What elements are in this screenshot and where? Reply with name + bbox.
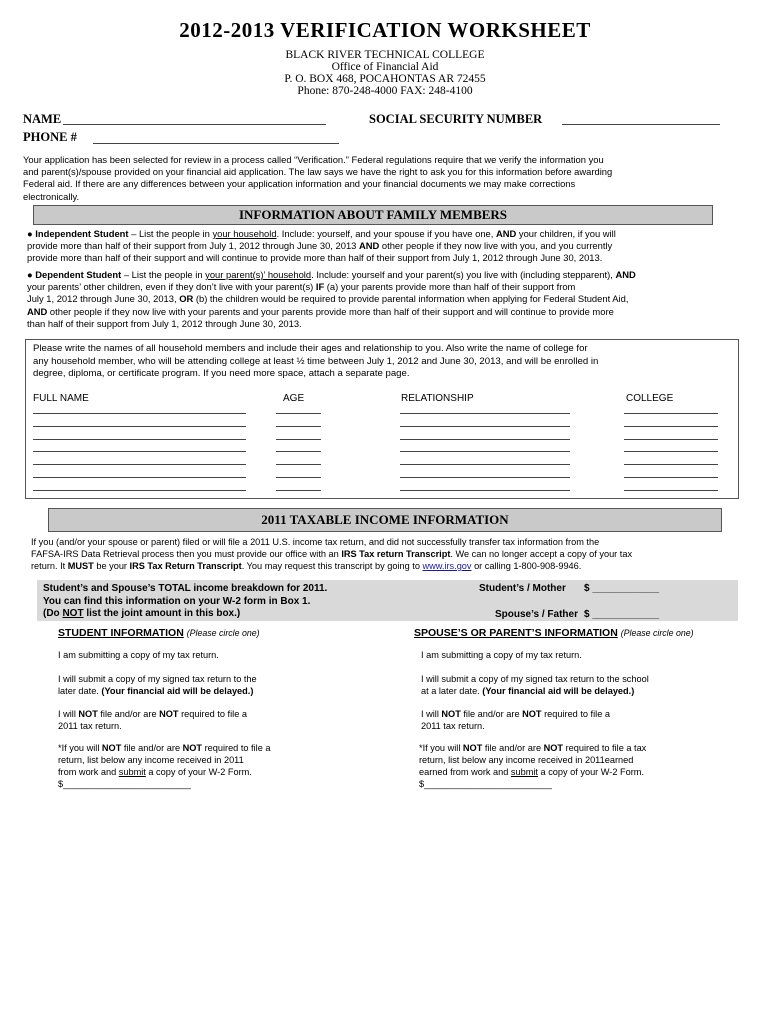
household-full-name-field[interactable] <box>33 412 246 414</box>
name-field[interactable] <box>63 123 326 125</box>
household-relationship-field[interactable] <box>400 425 570 427</box>
col-college: COLLEGE <box>626 393 674 404</box>
household-age-field[interactable] <box>276 476 321 478</box>
household-relationship-field[interactable] <box>400 450 570 452</box>
household-college-field[interactable] <box>624 438 718 440</box>
household-full-name-field[interactable] <box>33 450 246 452</box>
col-age: AGE <box>283 393 305 404</box>
student-option-4[interactable]: *If you will NOT file and/or are NOT required to file a return, list below any income received in 2011 from work and submit a copy of your W-2 Form. $_________________________ <box>58 743 271 789</box>
parent-income-amount[interactable]: $_________________________ <box>419 779 552 789</box>
household-age-field[interactable] <box>276 489 321 491</box>
tax-banner: 2011 TAXABLE INCOME INFORMATION <box>48 508 722 532</box>
college-name: BLACK RIVER TECHNICAL COLLEGE <box>285 49 485 61</box>
parent-info-heading: SPOUSE’S OR PARENT’S INFORMATION (Please circle one) <box>414 627 694 639</box>
student-info-heading: STUDENT INFORMATION (Please circle one) <box>58 627 260 639</box>
family-banner: INFORMATION ABOUT FAMILY MEMBERS <box>33 205 713 225</box>
household-age-field[interactable] <box>276 425 321 427</box>
household-college-field[interactable] <box>624 412 718 414</box>
student-income-amount[interactable]: $_________________________ <box>58 779 191 789</box>
tax-paragraph: If you (and/or your spouse or parent) filed or will file a 2011 U.S. income tax return, and did not successfully transfer tax information from the FAFSA-IRS Data Retrieval process then you must provide our office with an IRS Tax return Transcript. We can no longer accept a copy of your tax return. It MUST be your IRS Tax Return Transcript. You may request this transcript by going to www.irs.gov or calling 1-800-908-9946. <box>31 537 633 571</box>
household-full-name-field[interactable] <box>33 476 246 478</box>
student-option-3[interactable]: I will NOT file and/or are NOT required to file a 2011 tax return. <box>58 709 247 731</box>
independent-student-text: ● Independent Student – List the people in your household. Include: yourself, and your spouse if you have one, AND your children, if you will provide more than half of their support from July 1, 2012 through June 30, 2013 AND other people if they now live with you, and you currently provide more than half of their support and will continue to provide more than half of their support from July 1, 2012 through June 30, 2013. <box>27 228 616 264</box>
household-college-field[interactable] <box>624 476 718 478</box>
student-mother-amount[interactable]: $ ____________ <box>584 583 660 594</box>
phone-fax: Phone: 870-248-4000 FAX: 248-4100 <box>297 85 473 97</box>
parent-option-4[interactable]: *If you will NOT file and/or are NOT required to file a tax return, list below any income received in 2011earned earned from work and submit a copy of your W-2 Form. $_________________________ <box>419 743 647 789</box>
household-age-field[interactable] <box>276 450 321 452</box>
household-instructions: Please write the names of all household members and include their ages and relationship to you. Also write the name of college for any household member, who will be attending college at least ½ time between July 1, 2012 and June 30, 2013, and will be enrolled in degree, diploma, or certificate program. If you need more space, attach a separate page. <box>33 343 599 380</box>
page-title: 2012-2013 VERIFICATION WORKSHEET <box>179 18 591 42</box>
household-relationship-field[interactable] <box>400 438 570 440</box>
household-relationship-field[interactable] <box>400 476 570 478</box>
household-full-name-field[interactable] <box>33 463 246 465</box>
household-age-field[interactable] <box>276 438 321 440</box>
household-college-field[interactable] <box>624 450 718 452</box>
ssn-field[interactable] <box>562 123 720 125</box>
household-college-field[interactable] <box>624 489 718 491</box>
household-age-field[interactable] <box>276 463 321 465</box>
ssn-label: SOCIAL SECURITY NUMBER <box>369 112 543 126</box>
household-relationship-field[interactable] <box>400 463 570 465</box>
name-label: NAME <box>23 112 62 126</box>
student-option-2[interactable]: I will submit a copy of my signed tax return to the later date. (Your financial aid will be delayed.) <box>58 674 257 696</box>
household-full-name-field[interactable] <box>33 489 246 491</box>
student-option-1[interactable]: I am submitting a copy of my tax return. <box>58 650 219 660</box>
spouse-father-label: Spouse’s / Father <box>495 609 578 620</box>
household-relationship-field[interactable] <box>400 489 570 491</box>
irs-link[interactable]: www.irs.gov <box>422 561 472 571</box>
parent-option-3[interactable]: I will NOT file and/or are NOT required to file a 2011 tax return. <box>421 709 610 731</box>
household-relationship-field[interactable] <box>400 412 570 414</box>
col-relationship: RELATIONSHIP <box>401 393 474 404</box>
household-full-name-field[interactable] <box>33 425 246 427</box>
col-full-name: FULL NAME <box>33 393 89 404</box>
dependent-student-text: ● Dependent Student – List the people in your parent(s)’ household. Include: yourself and your parent(s) you live with (including stepparent), AND your parents’ other children, even if they don’t live with your parent(s) IF (a) your parents provide more than half of their support from July 1, 2012 through June 30, 2013, OR (b) the children would be required to provide parental information when applying for Federal Student Aid, AND other people if they now live with your parents and your parents provide more than half of their support and will continue to provide more than half of their support from July 1, 2012 through June 30, 2013. <box>27 269 636 329</box>
parent-option-1[interactable]: I am submitting a copy of my tax return. <box>421 650 582 660</box>
phone-field[interactable] <box>93 142 339 144</box>
phone-label: PHONE # <box>23 130 77 144</box>
household-age-field[interactable] <box>276 412 321 414</box>
address: P. O. BOX 468, POCAHONTAS AR 72455 <box>284 73 486 85</box>
student-mother-label: Student’s / Mother <box>479 583 566 594</box>
household-college-field[interactable] <box>624 425 718 427</box>
household-college-field[interactable] <box>624 463 718 465</box>
parent-option-2[interactable]: I will submit a copy of my signed tax return to the school at a later date. (Your financial aid will be delayed.) <box>421 674 649 696</box>
intro-paragraph: Your application has been selected for review in a process called “Verification.” Federal regulations require that we verify the information you and parent(s)/spouse provided on your financial aid application. The law says we have the right to ask you for this information before awarding Federal aid. If there are any differences between your application information and your financial documents we may make corrections electronically. <box>23 154 613 202</box>
office-name: Office of Financial Aid <box>331 61 439 73</box>
household-full-name-field[interactable] <box>33 438 246 440</box>
spouse-father-amount[interactable]: $ ____________ <box>584 609 660 620</box>
income-breakdown-text: Student’s and Spouse’s TOTAL income breakdown for 2011. You can find this information on your W-2 form in Box 1. (Do NOT list the joint amount in this box.) <box>43 583 328 620</box>
